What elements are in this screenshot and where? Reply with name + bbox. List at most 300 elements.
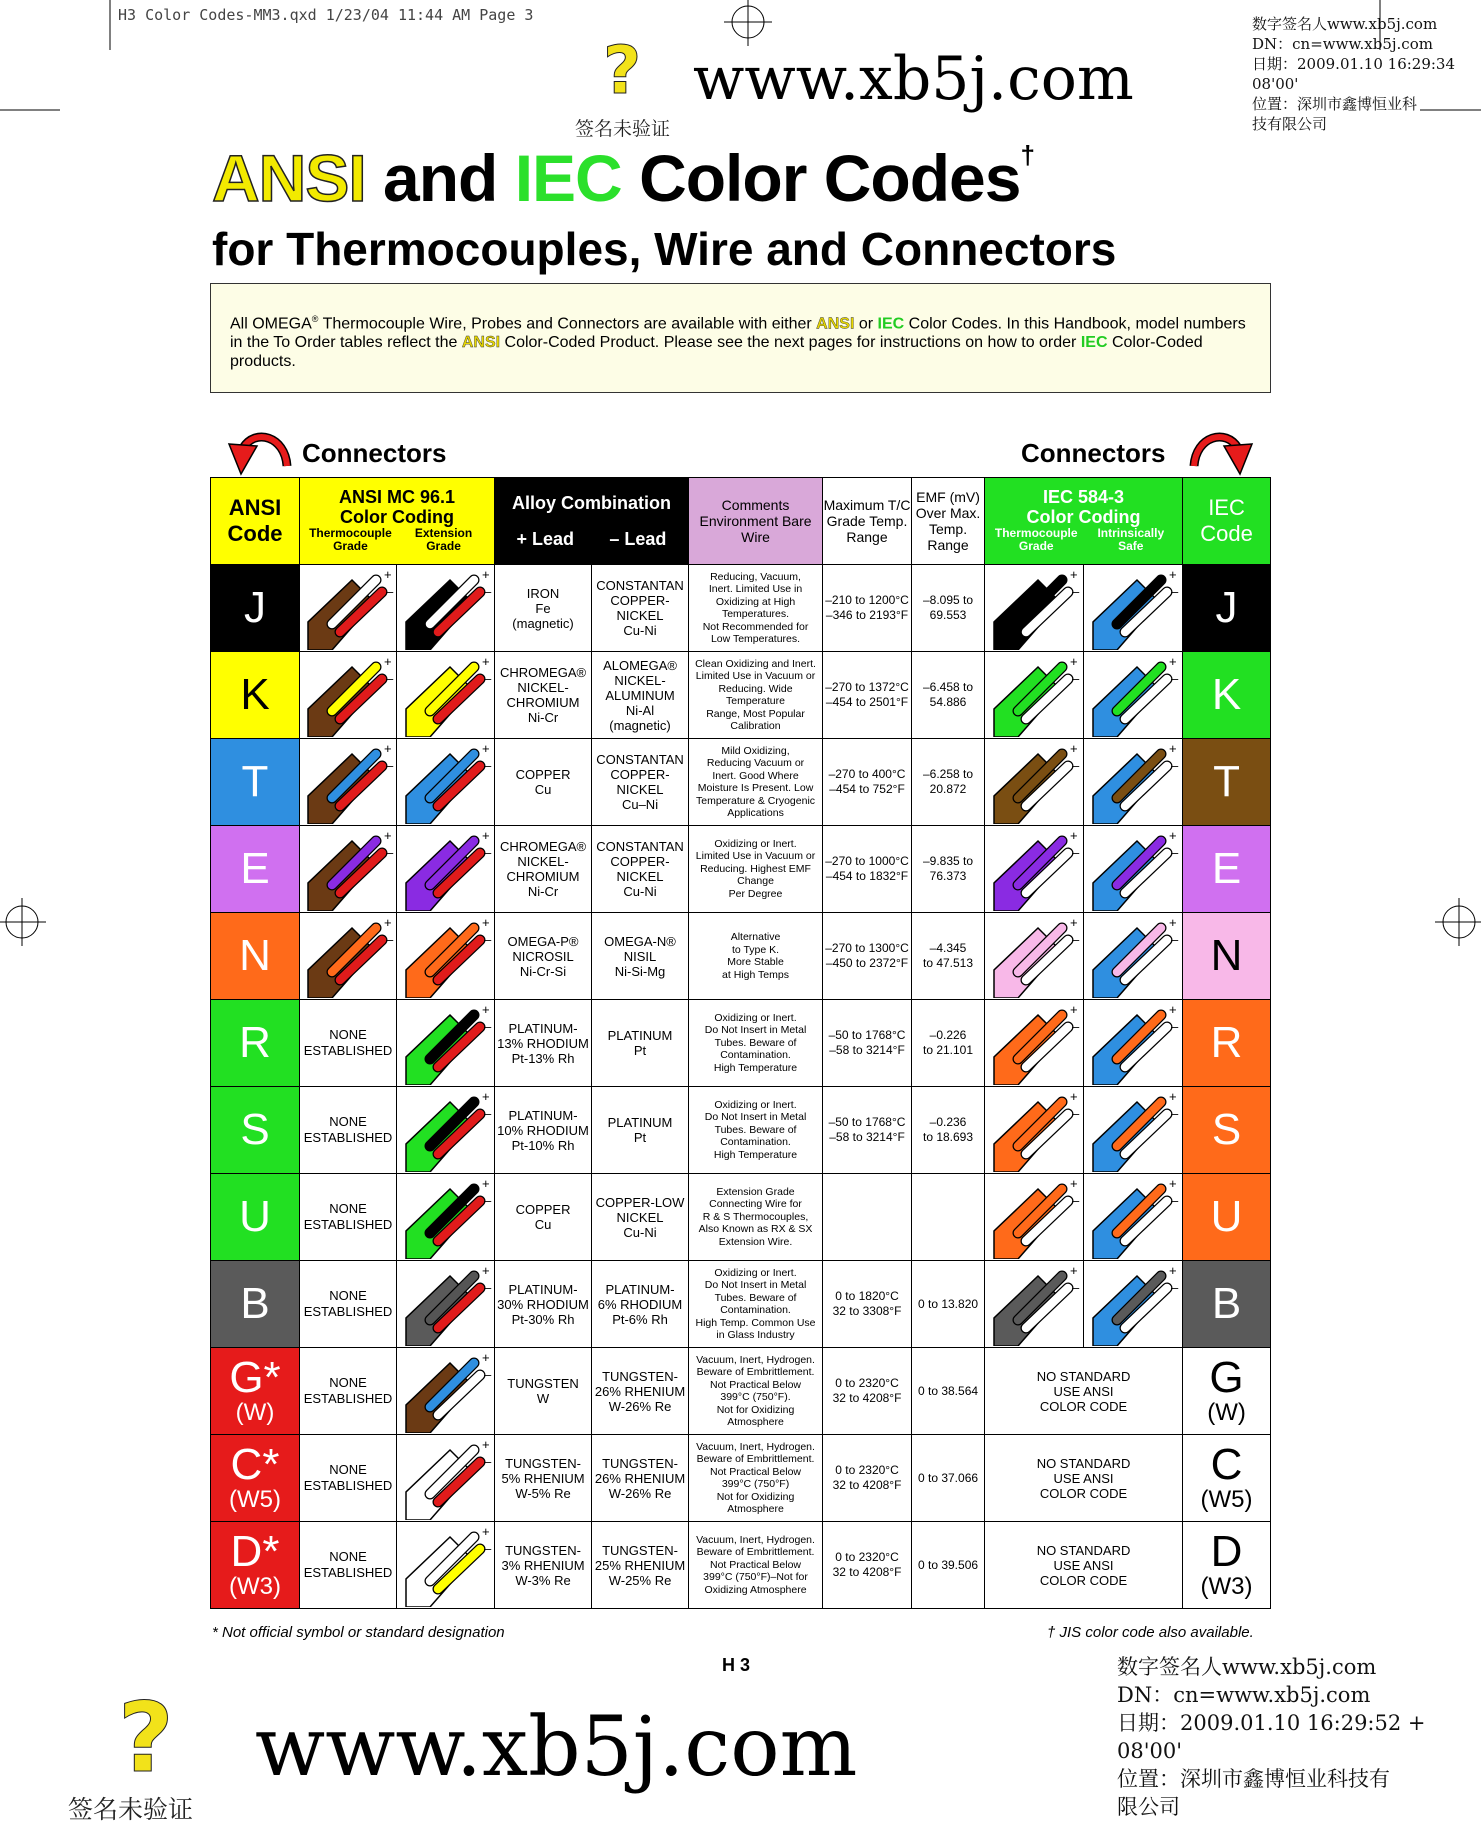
- comments-cell-line: Vacuum, Inert, Hydrogen.: [696, 1440, 815, 1453]
- minus-lead-cell-line: NICKEL: [616, 608, 664, 623]
- iec-code-sub: (W5): [1200, 1486, 1253, 1513]
- iec-no-standard-cell-line: NO STANDARD: [1036, 1368, 1131, 1384]
- header-color-coding: Color Coding: [340, 507, 454, 527]
- ansi-code-letter: R: [239, 1018, 271, 1067]
- info-ansi: ANSI: [816, 315, 855, 333]
- max-temp-cell-line: 32 to 4208°F: [832, 1565, 902, 1579]
- emf-cell-line: 0 to 38.564: [917, 1383, 979, 1398]
- svg-text:+: +: [481, 1437, 490, 1452]
- plus-lead-cell-line: CHROMIUM: [506, 869, 580, 884]
- minus-lead-cell-line: 6% RHODIUM: [597, 1296, 683, 1312]
- ansi-tc-none-cell-line: ESTABLISHED: [303, 1217, 393, 1232]
- svg-text:–: –: [483, 845, 491, 860]
- svg-text:–: –: [386, 671, 394, 686]
- minus-lead-cell-line: CONSTANTAN: [596, 752, 684, 767]
- signature-bottom-line-2: DN：cn=www.xb5j.com: [1117, 1683, 1371, 1707]
- max-temp-cell-line: –454 to 752°F: [829, 782, 905, 796]
- emf-cell-line: to 18.693: [922, 1130, 974, 1144]
- plus-lead-cell-line: CHROMEGA®: [499, 839, 587, 854]
- svg-text:–: –: [483, 1019, 491, 1034]
- header-iec-code-line2: Code: [1200, 521, 1253, 546]
- signature-top-line-6: 技有限公司: [1252, 115, 1328, 133]
- svg-text:–: –: [1171, 1193, 1179, 1208]
- emf-cell-line: 0 to 13.820: [917, 1296, 979, 1311]
- header-iec-thermocouple-grade: Thermocouple Grade: [994, 526, 1078, 553]
- emf-cell-line: to 47.513: [922, 956, 974, 970]
- minus-lead-cell-line: ALOMEGA®: [603, 657, 677, 673]
- comments-cell-line: Inert. Good Where: [712, 769, 799, 782]
- emf-cell-line: 0 to 37.066: [917, 1470, 979, 1485]
- emf-cell-line: –8.095 to: [922, 593, 974, 607]
- max-temp-cell-line: –270 to 1372°C: [825, 680, 909, 694]
- ansi-tc-none-cell-line: ESTABLISHED: [303, 1565, 393, 1580]
- comments-cell-line: 399°C (750°F).: [720, 1391, 791, 1403]
- signature-bottom-line-5: 位置：深圳市鑫博恒业科技有: [1117, 1767, 1390, 1791]
- svg-text:+: +: [481, 1524, 490, 1539]
- ansi-tc-none-cell-line: NONE: [329, 1114, 367, 1129]
- svg-text:–: –: [483, 584, 491, 599]
- page-number: H 3: [722, 1655, 751, 1675]
- plus-lead-cell-line: (magnetic): [512, 615, 574, 631]
- ansi-tc-none-cell-line: NONE: [329, 1288, 367, 1303]
- minus-lead-cell-line: Pt: [633, 1130, 647, 1145]
- minus-lead-cell-line: W-26% Re: [608, 1398, 672, 1414]
- comments-cell-line: Oxidizing Atmosphere: [704, 1583, 807, 1596]
- svg-text:–: –: [1072, 671, 1080, 686]
- svg-text:+: +: [1169, 567, 1177, 582]
- ansi-tc-none-cell-line: ESTABLISHED: [303, 1391, 393, 1406]
- connectors-label-left: Connectors: [302, 438, 447, 468]
- comments-cell-line: Oxidizing or Inert.: [714, 1266, 797, 1279]
- plus-lead-cell-line: Fe: [535, 600, 551, 616]
- ansi-tc-none-cell-line: NONE: [329, 1462, 367, 1477]
- header-plus-lead: + Lead: [516, 528, 574, 549]
- comments-cell-line: Also Known as RX & SX: [698, 1223, 813, 1236]
- ansi-code-letter: J: [244, 583, 266, 632]
- watermark-url-bottom: www.xb5j.com: [255, 1700, 858, 1795]
- comments-cell-line: More Stable: [727, 956, 784, 968]
- comments-cell-line: Do Not Insert in Metal: [704, 1279, 807, 1291]
- svg-text:+: +: [481, 828, 490, 843]
- ansi-code-letter: S: [240, 1105, 270, 1154]
- minus-lead-cell-line: Cu-Ni: [623, 1224, 657, 1240]
- svg-text:–: –: [483, 1367, 491, 1382]
- max-temp-cell-line: –270 to 400°C: [828, 767, 906, 781]
- plus-lead-cell-line: Pt-10% Rh: [511, 1137, 575, 1153]
- signature-bottom-line-3: 日期：2009.01.10 16:29:52 +: [1117, 1711, 1426, 1735]
- svg-text:+: +: [384, 567, 392, 582]
- svg-text:–: –: [483, 1193, 491, 1208]
- plus-lead-cell-line: TUNGSTEN-: [505, 1455, 581, 1471]
- svg-text:+: +: [1070, 741, 1078, 756]
- svg-text:+: +: [1070, 567, 1078, 582]
- minus-lead-cell-line: 25% RHENIUM: [594, 1557, 686, 1573]
- title-ansi: ANSI: [212, 141, 366, 215]
- header-minus-lead: – Lead: [609, 528, 667, 549]
- comments-cell-line: Tubes. Beware of: [714, 1123, 797, 1136]
- comments-cell-line: Do Not Insert in Metal: [704, 1024, 807, 1037]
- iec-code-letter: S: [1211, 1105, 1242, 1154]
- ansi-code-letter: N: [239, 931, 271, 980]
- comments-cell-line: Tubes. Beware of: [714, 1036, 797, 1049]
- header-thermocouple-grade: Thermocouple Grade: [309, 526, 392, 553]
- comments-cell-line: Extension Wire.: [718, 1235, 793, 1248]
- svg-text:–: –: [386, 845, 394, 860]
- svg-text:+: +: [481, 1263, 490, 1278]
- iec-no-standard-cell-line: USE ANSI: [1053, 1470, 1114, 1486]
- comments-cell-line: Applications: [727, 807, 784, 819]
- comments-cell-line: Vacuum, Inert, Hydrogen.: [696, 1533, 815, 1546]
- minus-lead-cell-line: NISIL: [623, 948, 657, 964]
- comments-cell-line: Moisture Is Present. Low: [697, 782, 814, 794]
- comments-cell-line: in Glass Industry: [716, 1329, 795, 1341]
- ansi-code-letter: U: [239, 1192, 271, 1241]
- svg-text:–: –: [386, 758, 394, 773]
- plus-lead-cell-line: COPPER: [515, 1202, 571, 1217]
- ansi-code-star: *: [262, 1440, 280, 1489]
- svg-text:–: –: [483, 932, 491, 947]
- info-text-6: Color-Coded products.: [230, 334, 1203, 371]
- comments-cell-line: Beware of Embrittlement.: [696, 1366, 815, 1378]
- ansi-tc-none-cell-line: NONE: [329, 1027, 367, 1042]
- svg-text:+: +: [481, 915, 490, 930]
- plus-lead-cell-line: TUNGSTEN: [507, 1376, 579, 1391]
- header-iec-color-coding: Color Coding: [1026, 507, 1141, 527]
- iec-code-letter: C: [1210, 1440, 1243, 1489]
- minus-lead-cell-line: OMEGA-N®: [604, 933, 676, 949]
- plus-lead-cell-line: 3% RHENIUM: [501, 1557, 585, 1573]
- file-slug: H3 Color Codes-MM3.qxd 1/23/04 11:44 AM Page 3: [118, 6, 534, 24]
- ansi-code-letter: G: [229, 1353, 264, 1402]
- comments-cell-line: Connecting Wire for: [709, 1198, 802, 1211]
- svg-text:+: +: [1070, 915, 1078, 930]
- svg-text:+: +: [1169, 1176, 1177, 1191]
- watermark-url-top: www.xb5j.com: [693, 44, 1134, 114]
- ansi-code-star: *: [263, 1353, 281, 1402]
- iec-no-standard-cell-line: USE ANSI: [1053, 1557, 1114, 1573]
- svg-text:+: +: [1169, 1002, 1177, 1017]
- max-temp-cell-line: –58 to 3214°F: [829, 1043, 905, 1057]
- svg-text:+: +: [481, 1089, 490, 1104]
- minus-lead-cell-line: Ni-Al: [625, 702, 655, 718]
- svg-text:–: –: [1171, 758, 1179, 773]
- minus-lead-cell-line: 26% RHENIUM: [594, 1383, 686, 1399]
- minus-lead-cell-line: NICKEL: [616, 782, 664, 797]
- emf-cell-line: 69.553: [929, 608, 967, 622]
- signature-top-line-1: 数字签名人www.xb5j.com: [1252, 15, 1438, 33]
- svg-text:+: +: [1070, 1263, 1078, 1278]
- plus-lead-cell-line: COPPER: [515, 767, 571, 782]
- minus-lead-cell-line: TUNGSTEN-: [602, 1455, 678, 1471]
- ansi-code-sub: (W3): [229, 1573, 281, 1600]
- ansi-code-star: *: [262, 1527, 280, 1576]
- max-temp-cell-line: 0 to 2320°C: [835, 1463, 899, 1477]
- comments-cell-line: Limited Use in Vacuum or: [695, 850, 816, 863]
- header-emf: EMF (mV) Over Max. Temp. Range: [912, 478, 985, 565]
- svg-text:+: +: [1169, 654, 1177, 669]
- minus-lead-cell-line: W-26% Re: [608, 1485, 672, 1501]
- minus-lead-cell-line: COPPER-LOW: [595, 1194, 685, 1210]
- max-temp-cell-line: 32 to 4208°F: [832, 1478, 902, 1492]
- plus-lead-cell-line: 10% RHODIUM: [497, 1122, 589, 1138]
- minus-lead-cell-line: Ni-Si-Mg: [614, 963, 666, 979]
- comments-cell-line: Not Practical Below: [709, 1558, 802, 1571]
- svg-text:+: +: [1070, 828, 1078, 843]
- minus-lead-cell-line: 26% RHENIUM: [594, 1470, 686, 1486]
- ansi-tc-none-cell-line: ESTABLISHED: [303, 1130, 393, 1145]
- svg-text:–: –: [1171, 845, 1179, 860]
- iec-code-letter: T: [1213, 757, 1240, 806]
- svg-text:–: –: [483, 671, 491, 686]
- info-text-2: Thermocouple Wire, Probes and Connectors are available with either: [318, 315, 817, 333]
- emf-cell-line: –6.258 to: [922, 767, 974, 781]
- comments-cell-line: Temperature & Cryogenic: [695, 794, 816, 807]
- svg-text:–: –: [386, 584, 394, 599]
- comments-cell-line: Beware of Embrittlement.: [696, 1453, 815, 1465]
- header-intrinsically-safe: Intrinsically Safe: [1097, 526, 1165, 553]
- comments-cell-line: Alternative: [730, 931, 781, 943]
- svg-text:+: +: [1070, 1089, 1078, 1104]
- comments-cell-line: Mild Oxidizing,: [721, 744, 790, 757]
- emf-cell-line: –4.345: [929, 941, 967, 955]
- plus-lead-cell-line: Cu: [534, 782, 552, 797]
- plus-lead-cell-line: W-3% Re: [515, 1572, 571, 1588]
- info-text-1: All OMEGA: [230, 315, 312, 333]
- minus-lead-cell-line: PLATINUM: [607, 1115, 673, 1130]
- minus-lead-cell-line: PLATINUM: [607, 1028, 673, 1043]
- comments-cell-line: Calibration: [730, 720, 781, 732]
- plus-lead-cell-line: OMEGA-P®: [507, 933, 579, 949]
- max-temp-cell-line: –50 to 1768°C: [828, 1115, 906, 1129]
- info-text-5: Color-Coded Product. Please see the next pages for instructions on how to order: [500, 334, 1081, 352]
- minus-lead-cell-line: (magnetic): [609, 717, 671, 733]
- header-iec-code-line1: IEC: [1208, 495, 1245, 520]
- emf-cell-line: 20.872: [929, 782, 967, 796]
- footnote-not-official: * Not official symbol or standard designation: [212, 1624, 505, 1641]
- iec-code-letter: G: [1209, 1353, 1244, 1402]
- svg-text:+: +: [384, 741, 392, 756]
- minus-lead-cell-line: NICKEL: [616, 869, 664, 884]
- svg-text:–: –: [483, 1454, 491, 1469]
- ansi-code-letter: D: [230, 1527, 263, 1576]
- title-dagger: †: [1020, 140, 1034, 170]
- minus-lead-cell-line: COPPER-: [610, 593, 670, 608]
- comments-cell-line: Not Practical Below: [709, 1465, 802, 1478]
- iec-no-standard-cell-line: COLOR CODE: [1039, 1398, 1128, 1414]
- minus-lead-cell-line: CONSTANTAN: [596, 578, 684, 593]
- comments-cell-line: High Temperature: [713, 1061, 798, 1074]
- svg-text:–: –: [1072, 1106, 1080, 1121]
- plus-lead-cell-line: CHROMIUM: [506, 695, 580, 710]
- svg-text:–: –: [483, 1106, 491, 1121]
- minus-lead-cell-line: COPPER-: [610, 854, 670, 869]
- title-rest: Color Codes: [621, 141, 1021, 215]
- minus-lead-cell-line: TUNGSTEN-: [602, 1542, 678, 1558]
- comments-cell-line: Contamination.: [720, 1136, 791, 1149]
- page-subtitle: for Thermocouples, Wire and Connectors: [212, 223, 1117, 275]
- comments-cell-line: Range, Most Popular: [706, 707, 805, 720]
- svg-text:+: +: [481, 741, 490, 756]
- iec-code-letter: R: [1210, 1018, 1243, 1067]
- svg-text:+: +: [1169, 741, 1177, 756]
- footnote-jis: † JIS color code also available.: [1047, 1624, 1254, 1641]
- iec-code-sub: (W): [1207, 1399, 1246, 1426]
- unverified-label-bottom: 签名未验证: [68, 1795, 194, 1824]
- comments-cell-line: Not Practical Below: [709, 1378, 802, 1391]
- svg-text:–: –: [1072, 758, 1080, 773]
- header-alloy-title: Alloy Combination: [512, 492, 672, 513]
- plus-lead-cell-line: Cu: [534, 1217, 552, 1232]
- iec-code-sub: (W3): [1200, 1573, 1253, 1600]
- comments-cell-line: Not Recommended for: [702, 620, 809, 633]
- max-temp-cell-line: –58 to 3214°F: [829, 1130, 905, 1144]
- plus-lead-cell-line: Ni-Cr-Si: [519, 963, 567, 979]
- info-iec: IEC: [877, 315, 905, 333]
- max-temp-cell-line: –450 to 2372°F: [825, 956, 909, 970]
- svg-text:+: +: [481, 567, 490, 582]
- iec-code-letter: J: [1215, 583, 1238, 632]
- iec-code-letter: B: [1211, 1279, 1242, 1328]
- ansi-code-letter: B: [240, 1279, 270, 1328]
- comments-cell-line: 399°C (750°F): [721, 1478, 790, 1490]
- info-ansi-2: ANSI: [461, 334, 501, 352]
- svg-text:+: +: [384, 915, 392, 930]
- connectors-label-right: Connectors: [1021, 438, 1166, 468]
- svg-text:+: +: [1070, 1002, 1078, 1017]
- info-text-4: Color Codes. In this Handbook, model numbers in the To Order tables reflect the: [230, 315, 1246, 352]
- header-extension-grade: Extension Grade: [414, 526, 473, 553]
- comments-cell-line: Contamination.: [720, 1049, 791, 1062]
- comments-cell-line: Per Degree: [728, 887, 783, 900]
- minus-lead-cell-line: Cu–Ni: [621, 797, 659, 812]
- svg-text:–: –: [1072, 584, 1080, 599]
- iec-code-letter: D: [1210, 1527, 1243, 1576]
- ansi-tc-none-cell-line: NONE: [329, 1375, 367, 1390]
- comments-cell-line: Inert. Limited Use in: [708, 583, 803, 595]
- signature-top-line-4: 08'00': [1252, 75, 1299, 93]
- minus-lead-cell-line: ALUMINUM: [605, 687, 675, 703]
- svg-text:+: +: [1169, 828, 1177, 843]
- registered-mark: ®: [311, 314, 319, 324]
- ansi-tc-none-cell-line: ESTABLISHED: [303, 1304, 393, 1319]
- minus-lead-cell-line: Cu-Ni: [623, 884, 657, 899]
- signature-top-line-5: 位置：深圳市鑫博恒业科: [1252, 95, 1418, 113]
- comments-cell-line: Atmosphere: [727, 1503, 784, 1515]
- plus-lead-cell-line: Ni-Cr: [527, 710, 559, 725]
- ansi-code-letter: K: [240, 670, 270, 719]
- iec-code-letter: E: [1211, 844, 1242, 893]
- svg-text:+: +: [384, 828, 392, 843]
- comments-cell-line: Vacuum, Inert, Hydrogen.: [696, 1353, 815, 1366]
- comments-cell-line: Clean Oxidizing and Inert.: [695, 657, 816, 670]
- comments-cell-line: Do Not Insert in Metal: [704, 1111, 807, 1124]
- plus-lead-cell-line: NICKEL-: [517, 680, 569, 695]
- emf-cell-line: to 21.101: [922, 1043, 974, 1057]
- ansi-tc-none-cell-line: NONE: [329, 1549, 367, 1564]
- plus-lead-cell-line: PLATINUM-: [508, 1020, 578, 1036]
- iec-no-standard-cell-line: COLOR CODE: [1039, 1485, 1128, 1501]
- comments-cell-line: Limited Use in Vacuum or: [695, 670, 816, 682]
- comments-cell-line: Reducing, Vacuum,: [710, 570, 801, 583]
- minus-lead-cell-line: NICKEL-: [614, 672, 666, 688]
- svg-text:–: –: [483, 1541, 491, 1556]
- header-iec-584-title: IEC 584-3: [1043, 487, 1125, 507]
- comments-cell-line: at High Temps: [722, 968, 789, 981]
- emf-cell-line: 76.373: [929, 869, 967, 883]
- plus-lead-cell-line: 30% RHODIUM: [497, 1296, 589, 1312]
- info-iec-2: IEC: [1080, 334, 1108, 352]
- svg-text:–: –: [1171, 1106, 1179, 1121]
- iec-no-standard-cell-line: COLOR CODE: [1039, 1572, 1128, 1588]
- signature-bottom-line-1: 数字签名人www.xb5j.com: [1117, 1655, 1377, 1679]
- comments-cell-line: Temperature: [726, 695, 785, 707]
- comments-cell-line: Reducing. Wide: [718, 682, 793, 695]
- max-temp-cell-line: –50 to 1768°C: [828, 1028, 906, 1042]
- ansi-code-sub: (W5): [229, 1486, 281, 1513]
- svg-text:–: –: [1072, 1019, 1080, 1034]
- plus-lead-cell-line: W: [536, 1391, 550, 1406]
- emf-cell-line: –0.236: [929, 1115, 967, 1129]
- comments-cell-line: Change: [737, 875, 774, 888]
- svg-text:–: –: [1072, 1193, 1080, 1208]
- header-comments: Comments Environment Bare Wire: [689, 478, 823, 565]
- plus-lead-cell-line: 5% RHENIUM: [501, 1470, 585, 1486]
- svg-text:+: +: [481, 654, 490, 669]
- svg-text:–: –: [1171, 1019, 1179, 1034]
- comments-cell-line: Contamination.: [720, 1304, 791, 1316]
- minus-lead-cell-line: Cu-Ni: [623, 623, 657, 638]
- iec-code-letter: U: [1210, 1192, 1243, 1241]
- minus-lead-cell-line: Pt-6% Rh: [612, 1311, 668, 1327]
- max-temp-cell-line: 0 to 2320°C: [835, 1376, 899, 1390]
- emf-cell-line: –0.226: [929, 1028, 967, 1042]
- minus-lead-cell-line: Pt: [633, 1043, 647, 1058]
- ansi-tc-none-cell-line: ESTABLISHED: [303, 1478, 393, 1493]
- plus-lead-cell-line: NICROSIL: [512, 948, 574, 964]
- ansi-code-letter: E: [240, 844, 270, 893]
- comments-cell-line: Tubes. Beware of: [714, 1291, 797, 1304]
- svg-text:–: –: [1171, 932, 1179, 947]
- emf-cell-line: 0 to 39.506: [917, 1557, 979, 1572]
- comments-cell-line: Reducing Vacuum or: [706, 757, 805, 769]
- svg-text:–: –: [1171, 1280, 1179, 1295]
- svg-text:+: +: [481, 1002, 490, 1017]
- svg-text:+: +: [1070, 654, 1078, 669]
- comments-cell-line: Atmosphere: [727, 1416, 784, 1428]
- comments-cell-line: Oxidizing or Inert.: [714, 1098, 797, 1111]
- ansi-tc-none-cell-line: NONE: [329, 1201, 367, 1216]
- signature-top-line-3: 日期：2009.01.10 16:29:34: [1252, 55, 1456, 73]
- max-temp-cell-line: 0 to 1820°C: [835, 1289, 899, 1303]
- header-ansi-code-line2: Code: [227, 521, 283, 546]
- comments-cell-line: High Temperature: [713, 1148, 798, 1161]
- comments-cell-line: to Type K.: [731, 943, 780, 956]
- svg-text:+: +: [1169, 1089, 1177, 1104]
- iec-no-standard-cell-line: NO STANDARD: [1036, 1455, 1131, 1471]
- title-and: and: [365, 141, 515, 215]
- minus-lead-cell-line: PLATINUM-: [605, 1281, 675, 1297]
- signature-unverified-icon-bottom: ?: [118, 1682, 174, 1794]
- svg-text:+: +: [1169, 1263, 1177, 1278]
- comments-cell-line: High Temp. Common Use: [695, 1316, 816, 1329]
- comments-cell-line: Oxidizing at High: [715, 595, 796, 608]
- signature-bottom-line-6: 限公司: [1117, 1795, 1180, 1819]
- signature-top-line-2: DN：cn=www.xb5j.com: [1252, 35, 1433, 53]
- plus-lead-cell-line: CHROMEGA®: [499, 665, 587, 680]
- comments-cell-line: Temperatures.: [721, 608, 790, 620]
- emf-cell-line: –6.458 to: [922, 680, 974, 694]
- svg-text:+: +: [481, 1176, 490, 1191]
